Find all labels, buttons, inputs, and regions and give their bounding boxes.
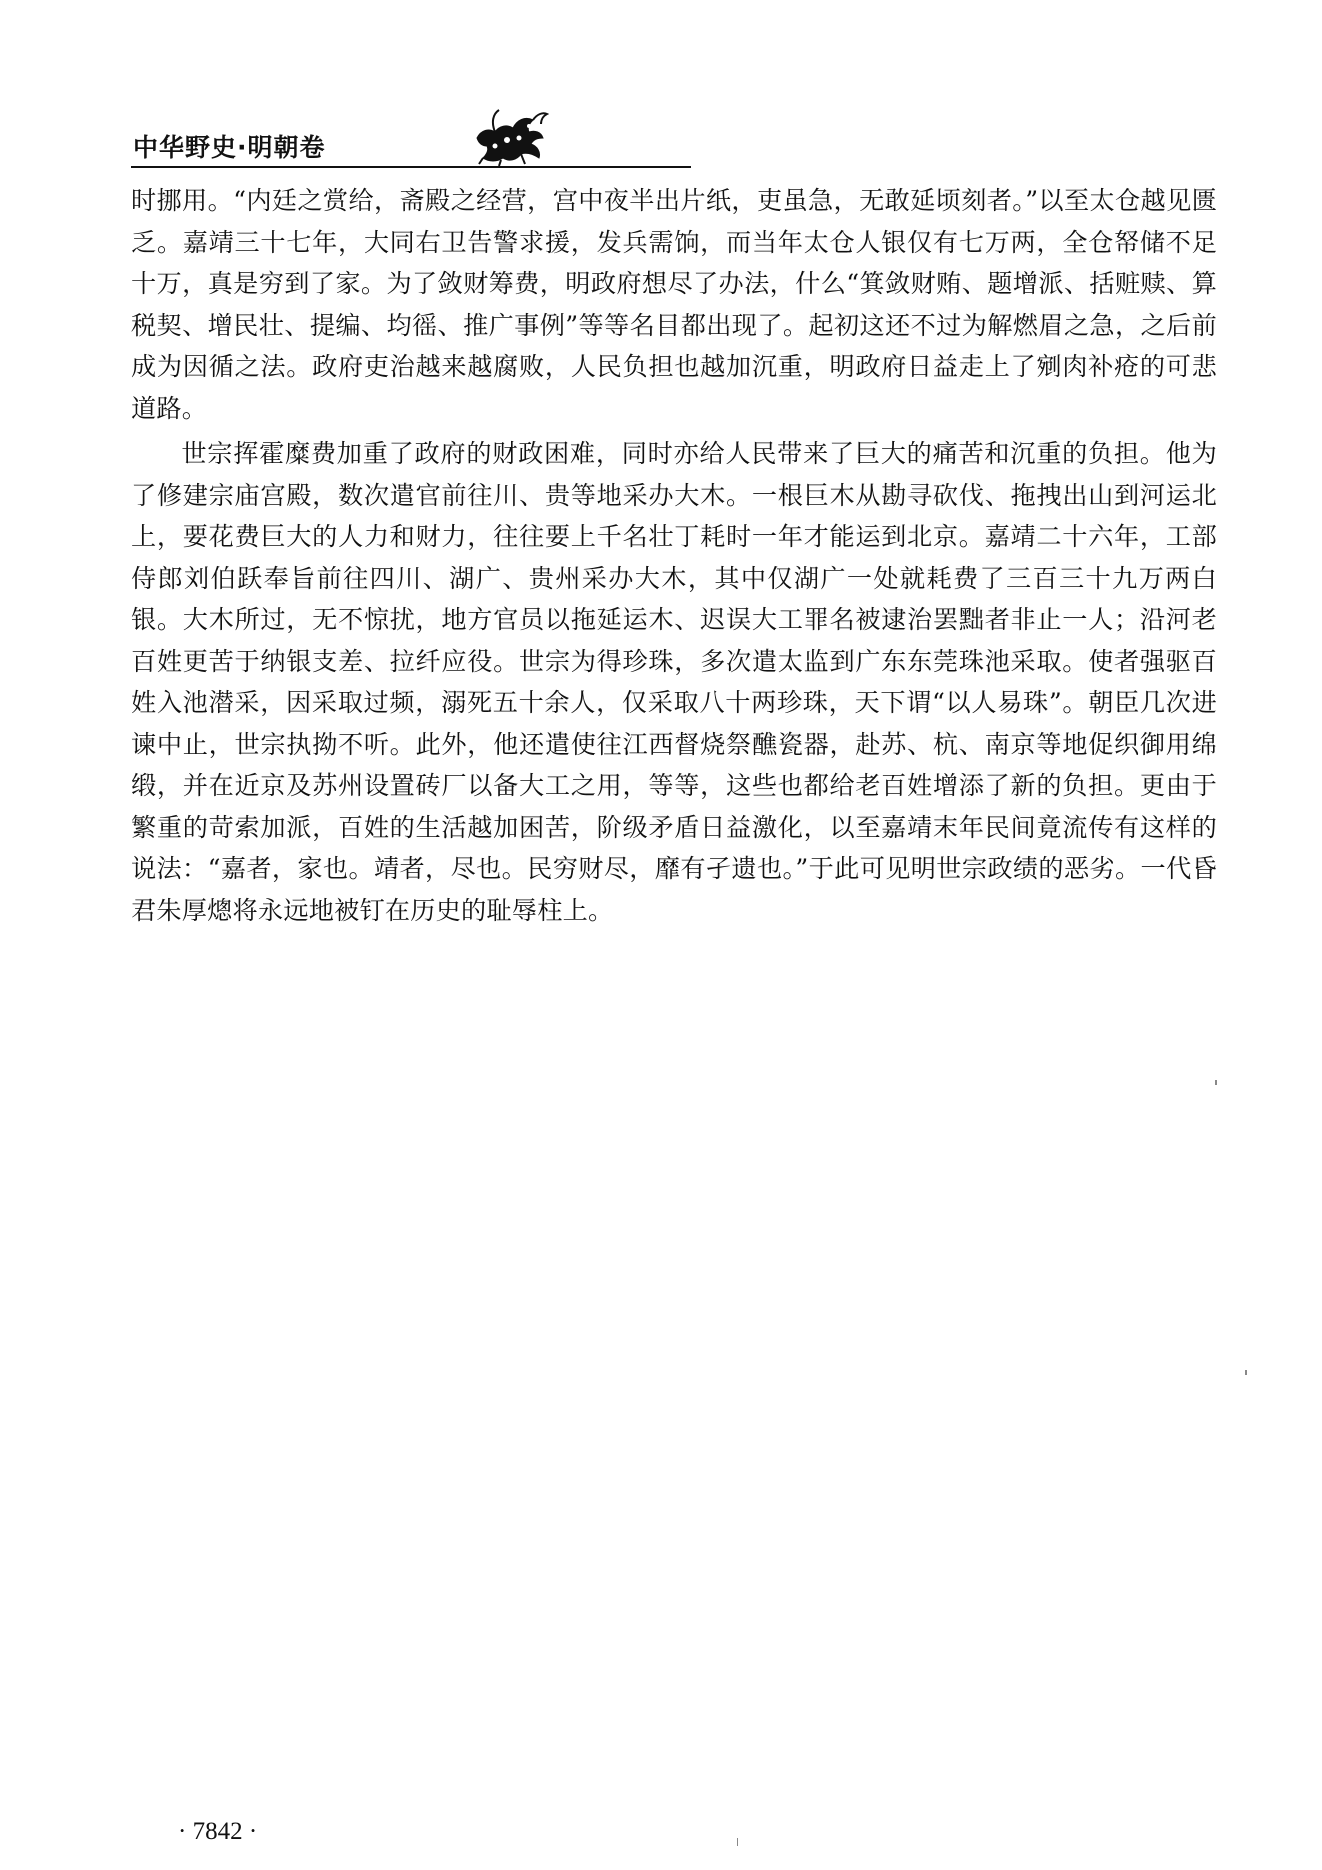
book-title: 中华野史·明朝卷 (133, 133, 326, 162)
header-divider (131, 166, 691, 168)
paragraph-2: 世宗挥霍糜费加重了政府的财政困难，同时亦给人民带来了巨大的痛苦和沉重的负担。他为了修建宗庙宫殿，数次遣官前往川、贵等地采办大木。一根巨木从勘寻砍伐、拖拽出山到河运北上，要花费巨大的人力和财力，往往要上千名壮丁耗时一年才能运到北京。嘉靖二十六年，工部侍郎刘伯跃奉旨前往四川、湖广、贵州采办大木，其中仅湖广一处就耗费了三百三十九万两白银。大木所过，无不惊扰，地方官员以拖延运木、迟误大工罪名被逮治罢黜者非止一人；沿河老百姓更苦于纳银支差、拉纤应役。世宗为得珍珠，多次遣太监到广东东莞珠池采取。使者强驱百姓入池潜采，因采取过频，溺死五十余人，仅采取八十两珍珠，天下谓“以人易珠”。朝臣几次进谏中止，世宗执拗不听。此外，他还遣使往江西督烧祭醮瓷器，赴苏、杭、南京等地促织御用绵缎，并在近京及苏州设置砖厂以备大工之用，等等，这些也都给老百姓增添了新的负担。更由于繁重的苛索加派，百姓的生活越加困苦，阶级矛盾日益激化，以至嘉靖末年民间竟流传有这样的说法：“嘉者，家也。靖者，尽也。民穷财尽，靡有孑遗也。”于此可见明世宗政绩的恶劣。一代昏君朱厚熜将永远地被钉在历史的耻辱柱上。 (131, 439, 1217, 925)
page-number: · 7842 · (178, 1818, 258, 1845)
running-header (131, 108, 1217, 170)
scan-speck (1245, 1370, 1247, 1375)
body-text (131, 180, 1217, 931)
dragon-emblem-icon (471, 108, 549, 166)
scan-speck (1215, 1080, 1217, 1085)
scan-speck (737, 1838, 738, 1846)
paragraph-1: 时挪用。“内廷之赏给，斋殿之经营，宫中夜半出片纸，吏虽急，无敢延顷刻者。”以至太仓越见匮乏。嘉靖三十七年，大同右卫告警求援，发兵需饷，而当年太仓人银仅有七万两，全仓帑储不足十万，真是穷到了家。为了敛财筹费，明政府想尽了办法，什么“箕敛财贿、题增派、括赃赎、算税契、增民壮、提编、均徭、推广事例”等等名目都出现了。起初这还不过为解燃眉之急，之后前成为因循之法。政府吏治越来越腐败，人民负担也越加沉重，明政府日益走上了剜肉补疮的可悲道路。 (131, 186, 1217, 423)
